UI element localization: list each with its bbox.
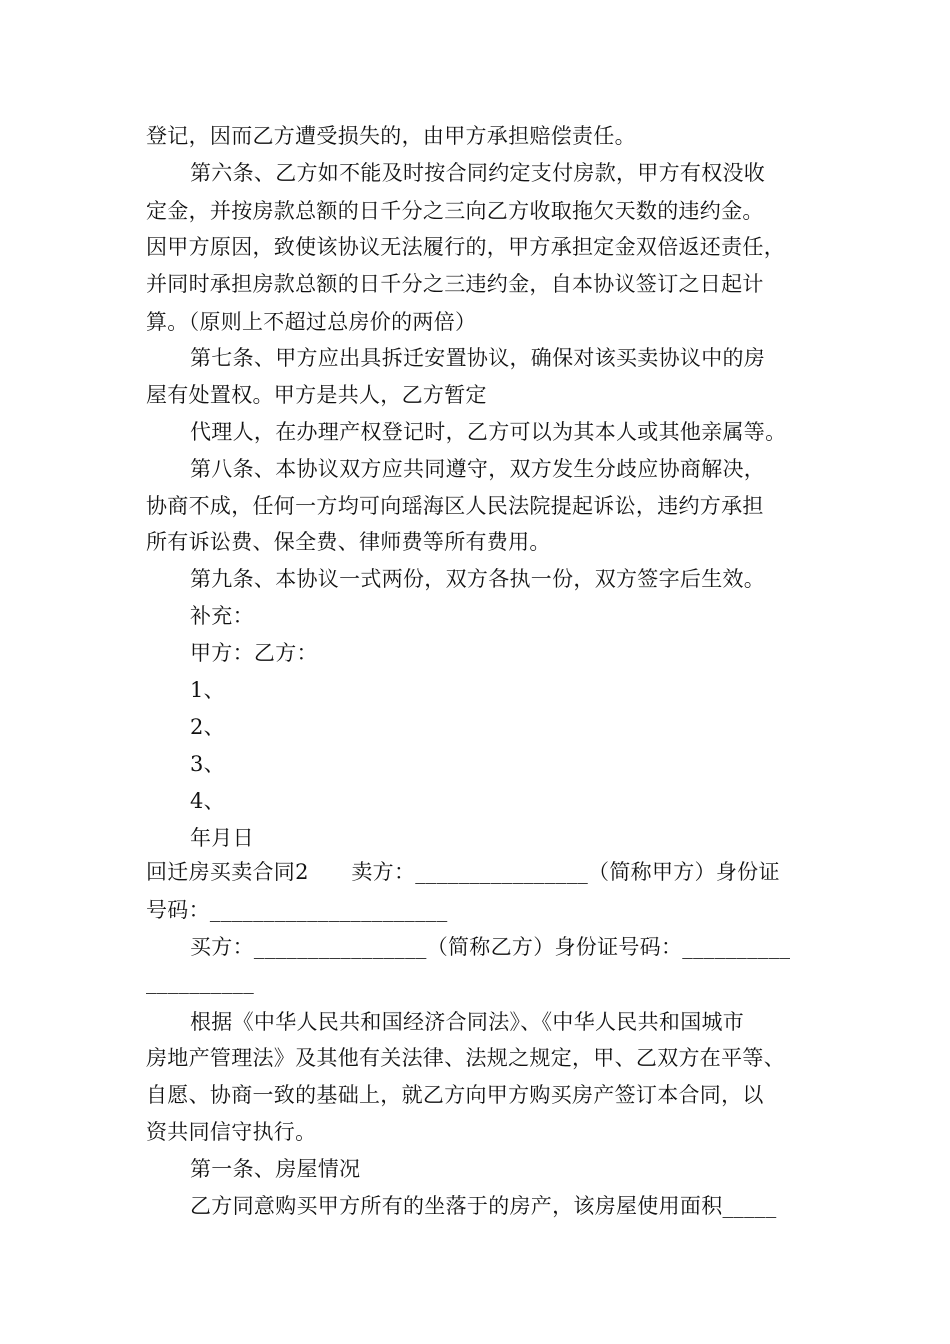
text-line: 第七条、甲方应出具拆迁安置协议，确保对该买卖协议中的房 (190, 346, 766, 370)
text-line: 第六条、乙方如不能及时按合同约定支付房款，甲方有权没收 (190, 161, 766, 185)
text-line: __________ (146, 970, 254, 994)
text-line: 因甲方原因，致使该协议无法履行的，甲方承担定金双倍返还责任， (146, 235, 785, 259)
text-line: 买方：________________（简称乙方）身份证号码：__________ (190, 935, 791, 959)
text-line: 所有诉讼费、保全费、律师费等所有费用。 (146, 530, 551, 554)
text-line: 甲方：乙方： (190, 641, 318, 665)
text-line: 根据《中华人民共和国经济合同法》、《中华人民共和国城市 (190, 1010, 745, 1034)
date-line: 年月日 (190, 826, 254, 850)
list-item: 1、 (190, 678, 225, 702)
text-line: 登记，因而乙方遭受损失的，由甲方承担赔偿责任。 (146, 124, 636, 148)
list-item: 2、 (190, 715, 225, 739)
text-line: 自愿、协商一致的基础上，就乙方向甲方购买房产签订本合同，以 (146, 1083, 764, 1107)
section-heading: 第一条、房屋情况 (190, 1157, 361, 1181)
list-item: 4、 (190, 789, 225, 813)
text-line: 定金，并按房款总额的日千分之三向乙方收取拖欠天数的违约金。 (146, 199, 764, 223)
text-line: 并同时承担房款总额的日千分之三违约金，自本协议签订之日起计 (146, 272, 764, 296)
text-line: 屋有处置权。甲方是共人，乙方暂定 (146, 383, 487, 407)
contract-title-line: 回迁房买卖合同2 卖方：________________（简称甲方）身份证 (146, 860, 780, 884)
text-line: 房地产管理法》及其他有关法律、法规之规定，甲、乙双方在平等、 (146, 1046, 785, 1070)
text-line: 第八条、本协议双方应共同遵守，双方发生分歧应协商解决， (190, 457, 766, 481)
text-line: 资共同信守执行。 (146, 1120, 317, 1144)
text-line: 代理人，在办理产权登记时，乙方可以为其本人或其他亲属等。 (190, 420, 787, 444)
text-line: 号码：______________________ (146, 898, 448, 922)
text-line: 乙方同意购买甲方所有的坐落于的房产，该房屋使用面积_____ (190, 1194, 777, 1218)
text-line: 补充： (190, 604, 254, 628)
list-item: 3、 (190, 752, 225, 776)
text-line: 算。（原则上不超过总房价的两倍） (146, 310, 477, 334)
text-line: 协商不成，任何一方均可向瑶海区人民法院提起诉讼，违约方承担 (146, 494, 764, 518)
text-line: 第九条、本协议一式两份，双方各执一份，双方签字后生效。 (190, 567, 766, 591)
